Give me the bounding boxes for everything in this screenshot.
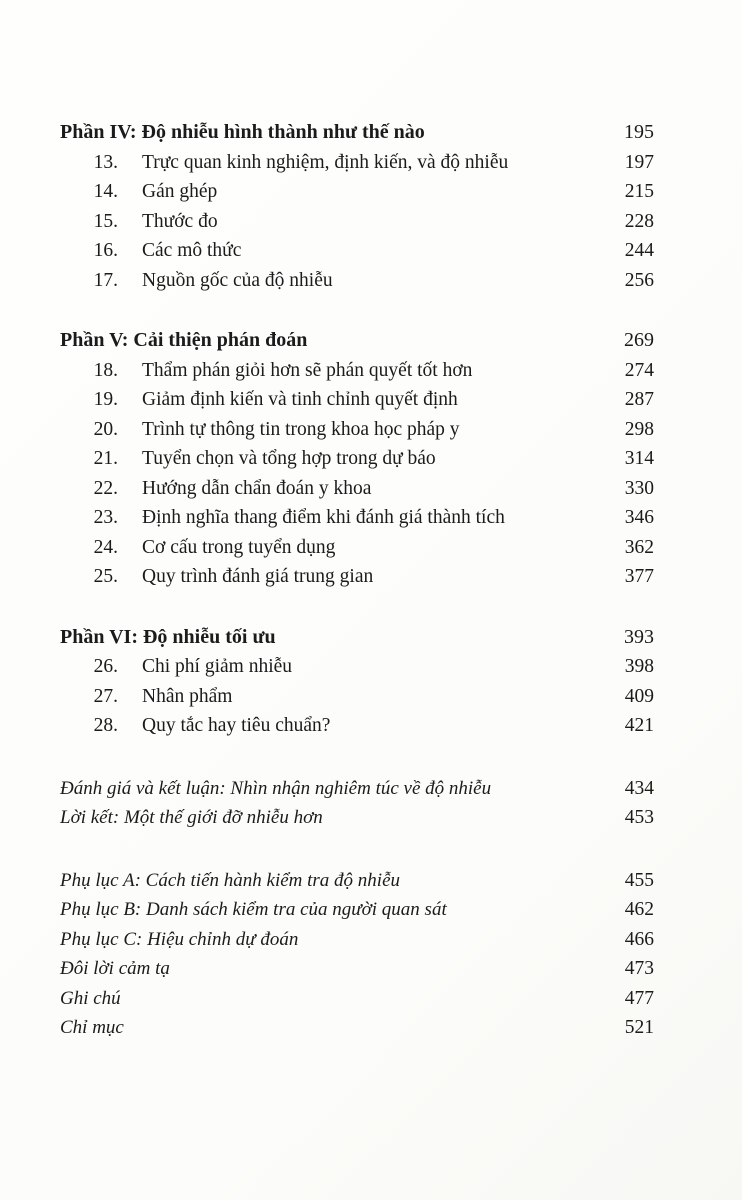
page-number: 346 xyxy=(624,507,654,528)
chapter-number: 28. xyxy=(93,715,118,736)
chapter-row xyxy=(60,533,654,563)
page-number: 455 xyxy=(624,869,654,891)
page-number: 477 xyxy=(624,987,654,1009)
chapter-row xyxy=(60,148,654,178)
chapter-number: 22. xyxy=(93,477,118,499)
closing-title: Phụ lục A: Cách tiến hành kiểm tra độ nhiễu xyxy=(60,869,401,891)
closing-group xyxy=(60,866,654,1043)
closing-row xyxy=(60,895,654,925)
chapter-row xyxy=(60,415,654,445)
chapter-number: 15. xyxy=(93,210,118,232)
closing-group xyxy=(60,774,654,833)
section-title: Phần VI: Độ nhiễu tối ưu xyxy=(60,625,276,648)
chapter-row xyxy=(60,503,654,533)
toc-section xyxy=(60,118,654,295)
closing-title: Phụ lục B: Danh sách kiểm tra của người quan sát xyxy=(60,899,447,920)
page-number: 398 xyxy=(624,656,654,677)
chapter-row xyxy=(60,177,654,207)
chapter-row xyxy=(60,562,654,592)
section-title: Phần IV: Độ nhiễu hình thành như thế nào xyxy=(60,121,425,143)
page-number: 393 xyxy=(624,625,654,648)
chapter-title: Quy tắc hay tiêu chuẩn? xyxy=(142,715,331,736)
closing-title: Đôi lời cảm tạ xyxy=(60,958,170,979)
chapter-number: 21. xyxy=(93,448,118,469)
closing-row xyxy=(60,774,654,804)
page-number: 362 xyxy=(624,536,654,558)
chapter-number: 27. xyxy=(93,685,118,707)
chapter-row xyxy=(60,236,654,266)
chapter-row xyxy=(60,652,654,682)
toc xyxy=(60,118,654,1043)
closing-row xyxy=(60,984,654,1014)
page-number: 466 xyxy=(624,928,654,950)
closing-title: Lời kết: Một thế giới đỡ nhiễu hơn xyxy=(60,807,323,828)
page-number: 228 xyxy=(624,210,654,232)
page-number: 521 xyxy=(624,1017,654,1038)
chapter-row xyxy=(60,385,654,415)
page-number: 195 xyxy=(624,121,654,143)
closing-title: Đánh giá và kết luận: Nhìn nhận nghiêm túc về độ nhiễu xyxy=(60,777,492,799)
chapter-row xyxy=(60,207,654,237)
chapter-number: 18. xyxy=(93,359,118,381)
chapter-title: Tuyển chọn và tổng hợp trong dự báo xyxy=(142,448,436,469)
closing-title: Phụ lục C: Hiệu chỉnh dự đoán xyxy=(60,928,299,950)
chapter-number: 26. xyxy=(93,656,118,677)
page-number: 330 xyxy=(624,477,654,499)
chapter-row xyxy=(60,682,654,712)
chapter-title: Gán ghép xyxy=(142,181,218,202)
closing-row xyxy=(60,1013,654,1043)
chapter-number: 14. xyxy=(93,181,118,202)
chapter-title: Thước đo xyxy=(142,210,218,232)
page-number: 274 xyxy=(624,359,654,381)
chapter-row xyxy=(60,444,654,474)
chapter-title: Hướng dẫn chẩn đoán y khoa xyxy=(142,477,372,499)
page-number: 453 xyxy=(624,807,654,828)
chapter-number: 23. xyxy=(93,507,118,528)
section-title: Phần V: Cải thiện phán đoán xyxy=(60,329,308,351)
chapter-row xyxy=(60,266,654,296)
page-number: 287 xyxy=(624,389,654,410)
chapter-number: 17. xyxy=(93,269,118,291)
chapter-title: Các mô thức xyxy=(142,240,242,261)
page-number: 377 xyxy=(624,566,654,587)
page-number: 421 xyxy=(624,715,654,736)
section-heading-row xyxy=(60,623,654,653)
toc-section xyxy=(60,326,654,592)
closing-title: Ghi chú xyxy=(60,987,121,1009)
chapter-number: 25. xyxy=(93,566,118,587)
chapter-title: Trực quan kinh nghiệm, định kiến, và độ nhiễu xyxy=(142,151,509,173)
closing-row xyxy=(60,954,654,984)
chapter-number: 24. xyxy=(93,536,118,558)
closing-row xyxy=(60,866,654,896)
page-number: 434 xyxy=(624,777,654,799)
chapter-row xyxy=(60,356,654,386)
section-heading-row xyxy=(60,118,654,148)
chapter-title: Cơ cấu trong tuyển dụng xyxy=(142,536,336,558)
chapter-number: 20. xyxy=(93,418,118,440)
page-number: 409 xyxy=(624,685,654,707)
page-number: 462 xyxy=(624,899,654,920)
closing-row xyxy=(60,803,654,833)
page-number: 197 xyxy=(624,151,654,173)
page-number: 314 xyxy=(624,448,654,469)
page-number: 256 xyxy=(624,269,654,291)
section-heading-row xyxy=(60,326,654,356)
page-number: 244 xyxy=(624,240,654,261)
chapter-number: 13. xyxy=(93,151,118,173)
page-number: 473 xyxy=(624,958,654,979)
chapter-title: Thẩm phán giỏi hơn sẽ phán quyết tốt hơn xyxy=(142,359,473,381)
page-number: 215 xyxy=(624,181,654,202)
chapter-title: Chi phí giảm nhiễu xyxy=(142,656,293,677)
closing-title: Chỉ mục xyxy=(60,1017,124,1038)
toc-section xyxy=(60,623,654,741)
closing-row xyxy=(60,925,654,955)
chapter-row xyxy=(60,474,654,504)
chapter-title: Giảm định kiến và tinh chỉnh quyết định xyxy=(142,389,458,410)
chapter-title: Nhân phẩm xyxy=(142,685,233,707)
chapter-title: Trình tự thông tin trong khoa học pháp y xyxy=(142,418,460,440)
page-number: 298 xyxy=(624,418,654,440)
chapter-title: Nguồn gốc của độ nhiễu xyxy=(142,269,333,291)
chapter-row xyxy=(60,711,654,741)
chapter-title: Quy trình đánh giá trung gian xyxy=(142,566,374,587)
chapter-number: 19. xyxy=(93,389,118,410)
chapter-title: Định nghĩa thang điểm khi đánh giá thành tích xyxy=(142,507,505,528)
chapter-number: 16. xyxy=(93,240,118,261)
page-number: 269 xyxy=(624,329,654,351)
